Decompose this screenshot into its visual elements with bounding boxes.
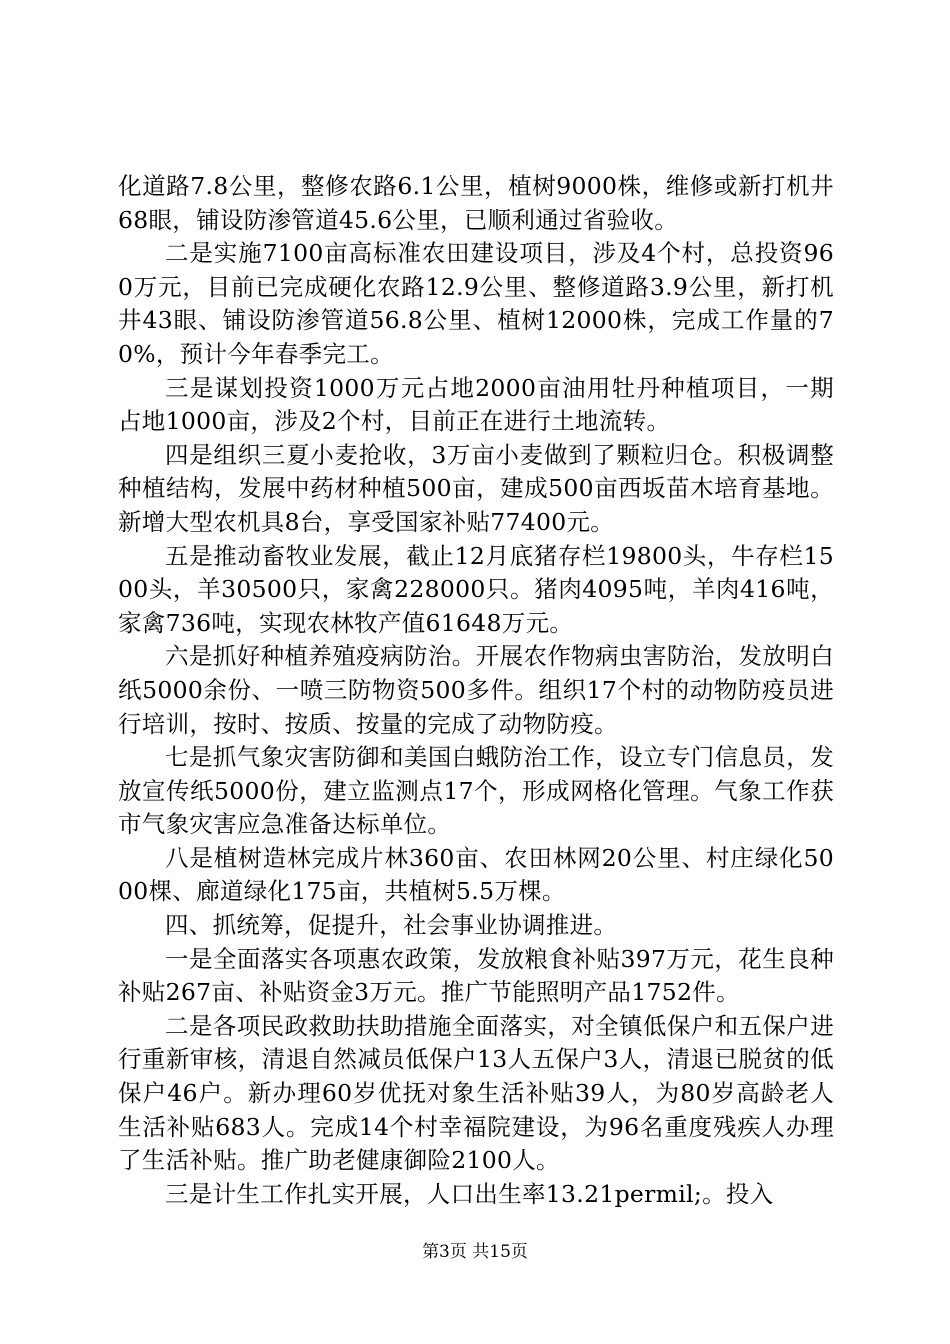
paragraph-9: 一是全面落实各项惠农政策，发放粮食补贴397万元，花生良种补贴267亩、补贴资金3万元。推广节能照明产品1752件。 <box>118 944 834 1007</box>
paragraph-5: 六是抓好种植养殖疫病防治。开展农作物病虫害防治，发放明白纸5000余份、一喷三防物资500多件。组织17个村的动物防疫员进行培训，按时、按质、按量的完成了动物防疫。 <box>118 642 834 738</box>
paragraph-7: 八是植树造林完成片林360亩、农田林网20公里、村庄绿化5000棵、廊道绿化175亩，共植树5.5万棵。 <box>118 843 834 906</box>
paragraph-6: 七是抓气象灾害防御和美国白蛾防治工作，设立专门信息员，发放宣传纸5000份，建立监测点17个，形成网格化管理。气象工作获市气象灾害应急准备达标单位。 <box>118 743 834 839</box>
paragraph-3: 四是组织三夏小麦抢收，3万亩小麦做到了颗粒归仓。积极调整种植结构，发展中药材种植500亩，建成500亩西坂苗木培育基地。新增大型农机具8台，享受国家补贴77400元。 <box>118 440 834 536</box>
paragraph-4: 五是推动畜牧业发展，截止12月底猪存栏19800头，牛存栏1500头，羊30500只，家禽228000只。猪肉4095吨，羊肉416吨，家禽736吨，实现农林牧产值61648万元。 <box>118 541 834 637</box>
page-footer <box>0 1240 950 1264</box>
paragraph-1: 二是实施7100亩高标准农田建设项目，涉及4个村，总投资960万元，目前已完成硬化农路12.9公里、整修道路3.9公里，新打机井43眼、铺设防渗管道56.8公里、植树12000株，完成工作量的70%，预计今年春季完工。 <box>118 239 834 368</box>
document-body <box>118 170 834 1211</box>
paragraph-0: 化道路7.8公里，整修农路6.1公里，植树9000株，维修或新打机井68眼，铺设防渗管道45.6公里，已顺利通过省验收。 <box>118 172 834 234</box>
paragraph-2: 三是谋划投资1000万元占地2000亩油用牡丹种植项目，一期占地1000亩，涉及2个村，目前正在进行土地流转。 <box>118 373 834 436</box>
paragraph-11: 三是计生工作扎实开展，人口出生率13.21permil;。投入 <box>165 1179 774 1208</box>
section-heading: 四、抓统筹，促提升，社会事业协调推进。 <box>165 911 618 940</box>
page-number: 第3页 共15页 <box>422 1242 528 1262</box>
paragraph-10: 二是各项民政救助扶助措施全面落实，对全镇低保户和五保户进行重新审核，清退自然减员低保户13人五保户3人，清退已脱贫的低保户46户。新办理60岁优抚对象生活补贴39人，为80岁高龄老人生活补贴683人。完成14个村幸福院建设，为96名重度残疾人办理了生活补贴。推广助老健康御险2100人。 <box>118 1011 834 1175</box>
